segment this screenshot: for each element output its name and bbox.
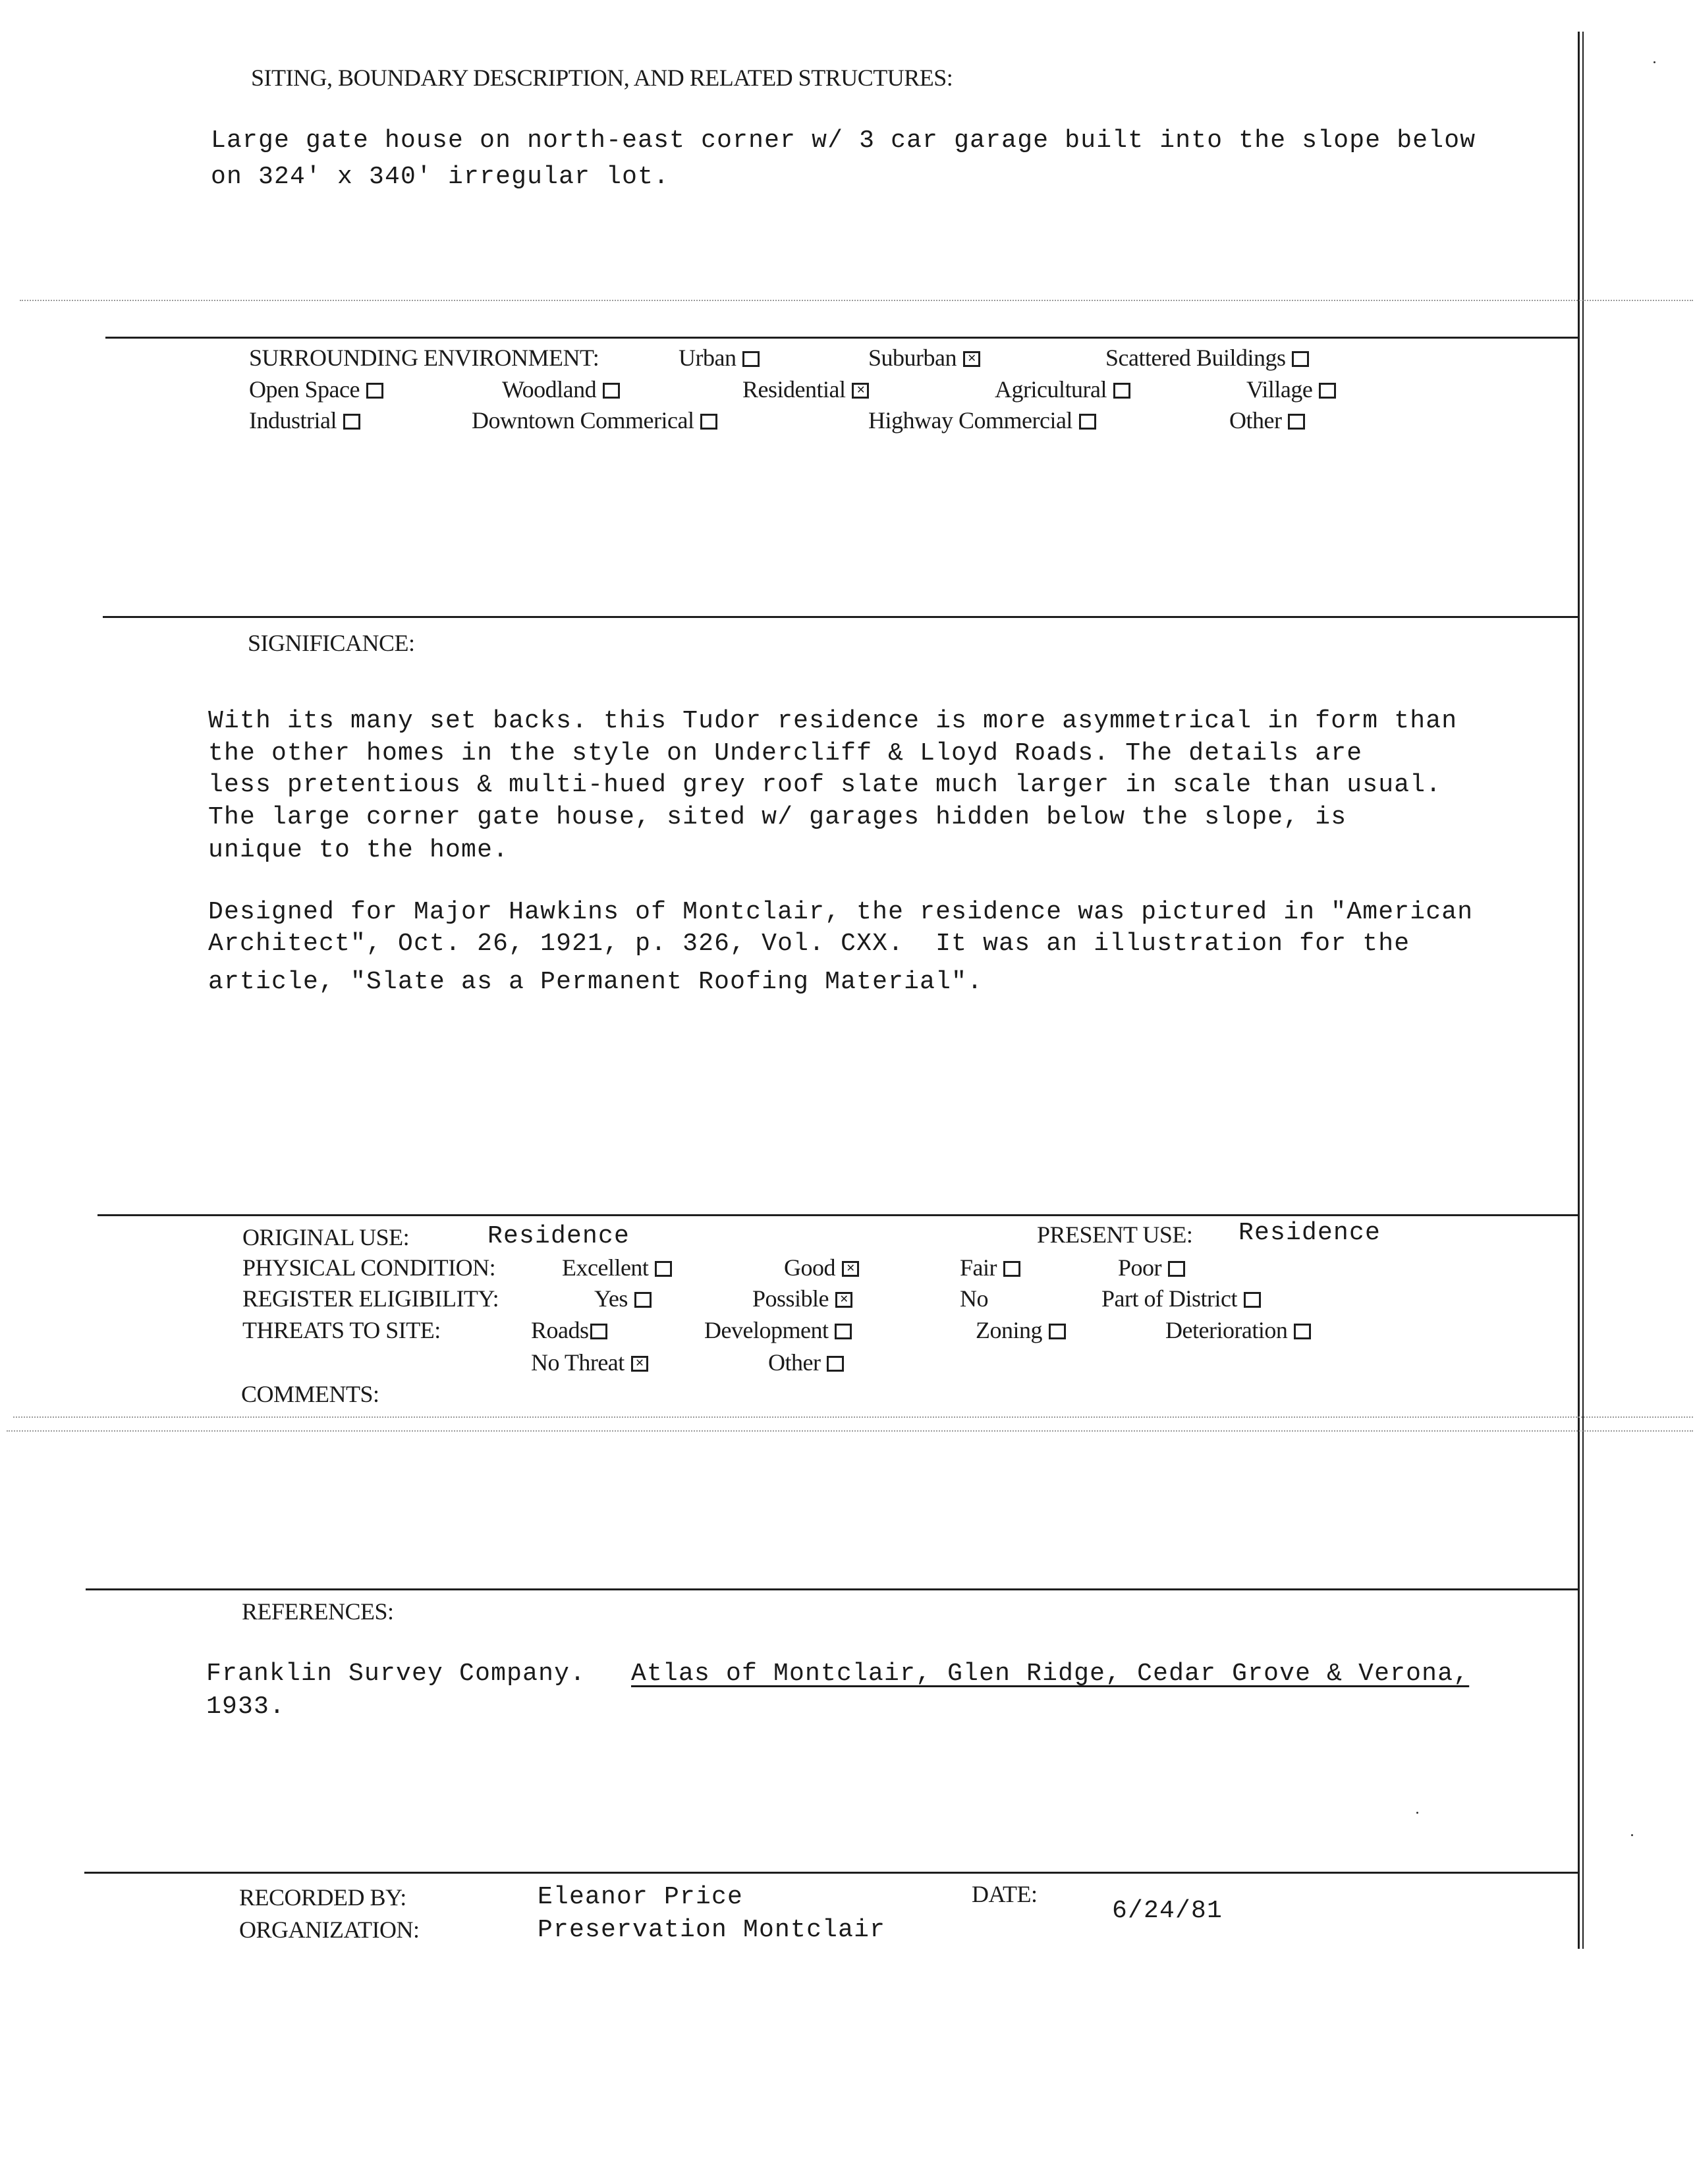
option-label: Roads <box>531 1317 589 1343</box>
option-label: Scattered Buildings <box>1105 345 1286 371</box>
checkbox-checked[interactable] <box>835 1292 852 1308</box>
section-divider <box>105 337 1580 339</box>
siting-heading: SITING, BOUNDARY DESCRIPTION, AND RELATED STRUCTURES: <box>251 65 953 91</box>
right-border-inner <box>1582 32 1584 1949</box>
option-label: Deterioration <box>1165 1317 1288 1343</box>
right-border-outer <box>1578 32 1580 1949</box>
checkbox[interactable] <box>1003 1261 1020 1277</box>
option-label: Woodland <box>502 376 597 403</box>
checkbox[interactable] <box>634 1292 652 1308</box>
present-use-label: PRESENT USE: <box>1037 1221 1193 1248</box>
reference-year: 1933. <box>206 1693 286 1721</box>
checkbox-option-agricultural[interactable] <box>995 378 1130 401</box>
option-label: Highway Commercial <box>868 407 1072 434</box>
option-label: Fair <box>960 1254 997 1281</box>
checkbox[interactable] <box>742 351 760 367</box>
checkbox-option-highway-commercial[interactable] <box>868 408 1096 432</box>
checkbox-option-poor[interactable] <box>1118 1256 1185 1279</box>
recorded-by-label: RECORDED BY: <box>239 1884 406 1911</box>
option-label: Good <box>784 1254 835 1281</box>
checkbox-option-open-space[interactable] <box>249 378 383 401</box>
option-label: Village <box>1246 376 1313 403</box>
comments-field[interactable] <box>395 1382 1515 1409</box>
checkbox-checked[interactable] <box>631 1356 648 1372</box>
section-divider <box>97 1214 1580 1216</box>
checkbox-option-part-of-district[interactable] <box>1101 1287 1261 1310</box>
checkbox-option-deterioration[interactable] <box>1165 1318 1311 1342</box>
physical-condition-label: PHYSICAL CONDITION: <box>242 1254 496 1281</box>
significance-text-line: Architect", Oct. 26, 1921, p. 326, Vol. CXX. It was an illustration for the <box>208 930 1410 958</box>
checkbox-option-other[interactable] <box>1229 408 1305 432</box>
checkbox[interactable] <box>1319 383 1336 399</box>
scan-speck <box>1653 61 1655 63</box>
checkbox-option-residential[interactable] <box>742 378 869 401</box>
checkbox-checked[interactable] <box>842 1261 859 1277</box>
option-label: Downtown Commerical <box>472 407 694 434</box>
checkbox-option-other-threat[interactable] <box>768 1351 844 1374</box>
comments-label: COMMENTS: <box>241 1381 379 1407</box>
checkbox[interactable] <box>1113 383 1130 399</box>
checkbox-option-suburban[interactable] <box>868 346 980 370</box>
checkbox-option-possible[interactable] <box>752 1287 852 1310</box>
references-heading: REFERENCES: <box>242 1598 394 1625</box>
register-eligibility-label: REGISTER ELIGIBILITY: <box>242 1285 499 1312</box>
checkbox[interactable] <box>1079 414 1096 430</box>
checkbox-option-good[interactable] <box>784 1256 859 1279</box>
organization-value[interactable]: Preservation Montclair <box>538 1916 886 1944</box>
checkbox[interactable] <box>827 1356 844 1372</box>
checkbox-option-yes[interactable] <box>594 1287 652 1310</box>
checkbox-option-development[interactable] <box>704 1318 852 1342</box>
significance-text-line: Designed for Major Hawkins of Montclair, the residence was pictured in "American <box>208 898 1474 926</box>
reference-title: Atlas of Montclair, Glen Ridge, Cedar Grove & Verona, <box>631 1660 1470 1688</box>
checkbox[interactable] <box>366 383 383 399</box>
checkbox[interactable] <box>1288 414 1305 430</box>
option-no[interactable]: No <box>960 1285 988 1312</box>
checkbox-option-woodland[interactable] <box>502 378 620 401</box>
checkbox[interactable] <box>700 414 717 430</box>
option-label: Excellent <box>562 1254 649 1281</box>
dotted-divider <box>7 1430 1693 1432</box>
section-divider <box>103 616 1580 618</box>
checkbox-option-village[interactable] <box>1246 378 1336 401</box>
option-label: Zoning <box>976 1317 1042 1343</box>
option-label: Industrial <box>249 407 337 434</box>
checkbox[interactable] <box>1292 351 1309 367</box>
scan-speck <box>1631 1834 1633 1836</box>
option-label: Open Space <box>249 376 360 403</box>
date-label: DATE: <box>972 1881 1038 1907</box>
siting-text-line: on 324' x 340' irregular lot. <box>211 163 670 191</box>
checkbox-option-urban[interactable] <box>679 346 760 370</box>
siting-text-line: Large gate house on north-east corner w/ 3 car garage built into the slope below <box>211 126 1476 155</box>
checkbox-checked[interactable] <box>852 383 869 399</box>
checkbox[interactable] <box>603 383 620 399</box>
checkbox-option-fair[interactable] <box>960 1256 1020 1279</box>
option-label: No Threat <box>531 1349 625 1376</box>
checkbox[interactable] <box>343 414 360 430</box>
checkbox[interactable] <box>1049 1324 1066 1339</box>
checkbox-option-no-threat[interactable] <box>531 1351 648 1374</box>
option-label: Residential <box>742 376 846 403</box>
significance-text-line: unique to the home. <box>208 836 509 864</box>
option-label: Other <box>1229 407 1282 434</box>
original-use-value[interactable]: Residence <box>487 1222 630 1250</box>
scan-speck <box>1416 1812 1418 1814</box>
checkbox-option-zoning[interactable] <box>976 1318 1066 1342</box>
section-divider <box>84 1872 1580 1874</box>
section-divider <box>86 1588 1580 1590</box>
original-use-label: ORIGINAL USE: <box>242 1224 410 1250</box>
checkbox-option-roads[interactable] <box>531 1318 607 1342</box>
option-label: Possible <box>752 1285 829 1312</box>
option-label: Development <box>704 1317 829 1343</box>
option-label: Other <box>768 1349 821 1376</box>
significance-text-line: With its many set backs. this Tudor residence is more asymmetrical in form than <box>208 707 1458 735</box>
checkbox-option-downtown-commercial[interactable] <box>472 408 717 432</box>
checkbox[interactable] <box>590 1324 607 1339</box>
checkbox[interactable] <box>655 1261 672 1277</box>
significance-heading: SIGNIFICANCE: <box>248 630 415 656</box>
organization-label: ORGANIZATION: <box>239 1917 420 1943</box>
dotted-divider <box>20 300 1693 301</box>
surrounding-heading: SURROUNDING ENVIRONMENT: <box>249 345 599 371</box>
checkbox[interactable] <box>835 1324 852 1339</box>
checkbox-checked[interactable] <box>963 351 980 367</box>
present-use-value[interactable]: Residence <box>1238 1219 1381 1247</box>
option-label: Yes <box>594 1285 628 1312</box>
significance-text-line: article, "Slate as a Permanent Roofing Material". <box>208 968 984 996</box>
dotted-divider <box>13 1416 1693 1418</box>
option-label: Poor <box>1118 1254 1162 1281</box>
option-label: Urban <box>679 345 736 371</box>
significance-text-line: the other homes in the style on Undercliff & Lloyd Roads. The details are <box>208 739 1363 768</box>
significance-text-line: The large corner gate house, sited w/ garages hidden below the slope, is <box>208 803 1347 831</box>
option-label: Agricultural <box>995 376 1107 403</box>
option-label: Suburban <box>868 345 957 371</box>
date-value[interactable]: 6/24/81 <box>1112 1897 1223 1925</box>
checkbox[interactable] <box>1168 1261 1185 1277</box>
option-label: Part of District <box>1101 1285 1237 1312</box>
recorded-by-value[interactable]: Eleanor Price <box>538 1883 744 1911</box>
checkbox-option-scattered-buildings[interactable] <box>1105 346 1309 370</box>
checkbox-option-industrial[interactable] <box>249 408 360 432</box>
checkbox[interactable] <box>1294 1324 1311 1339</box>
checkbox[interactable] <box>1244 1292 1261 1308</box>
checkbox-option-excellent[interactable] <box>562 1256 672 1279</box>
reference-author: Franklin Survey Company. <box>206 1660 586 1688</box>
threats-label: THREATS TO SITE: <box>242 1317 441 1343</box>
significance-text-line: less pretentious & multi-hued grey roof slate much larger in scale than usual. <box>208 771 1442 799</box>
